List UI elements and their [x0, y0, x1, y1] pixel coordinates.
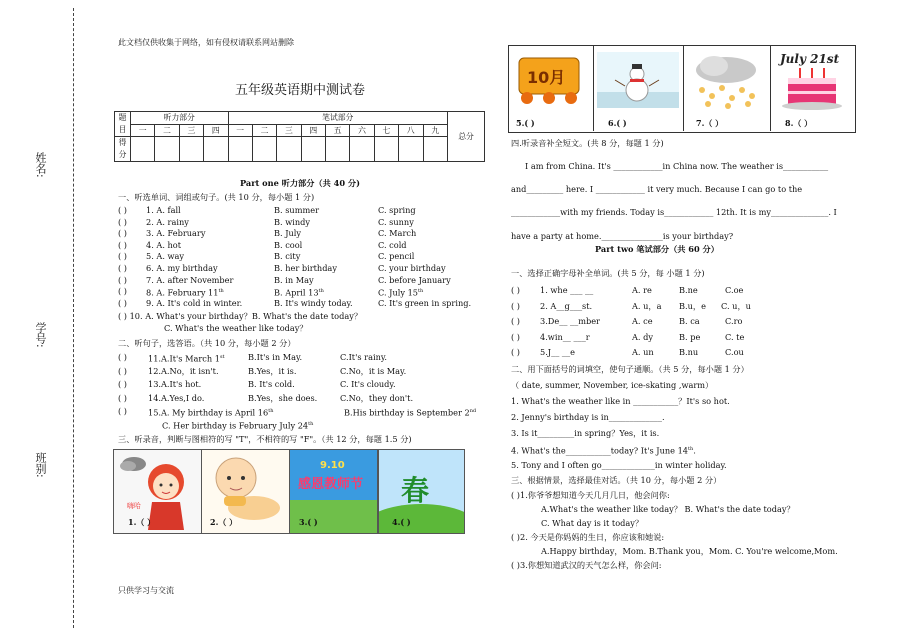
answer-bracket[interactable]: ( )	[118, 205, 127, 215]
answer-bracket[interactable]: ( )	[118, 406, 127, 416]
score-cell[interactable]	[228, 137, 252, 162]
written-header: 笔试部分	[228, 112, 448, 125]
name-label: 姓名:	[34, 152, 47, 178]
option-a: 5. A. way	[146, 251, 185, 262]
class-label: 班别:	[34, 452, 47, 478]
picture-6-answer[interactable]: 6.( )	[608, 118, 627, 128]
option-c: C. sunny	[378, 216, 414, 227]
col-w3: 三	[277, 124, 301, 137]
option-a: 7. A. after November	[146, 274, 234, 285]
answer-bracket[interactable]: ( )	[118, 392, 127, 403]
answer-bracket[interactable]: ( )	[118, 262, 127, 273]
picture-3-answer[interactable]: 3.( )	[299, 517, 318, 527]
cloud-illustration	[688, 52, 766, 110]
question-15-option-c	[162, 419, 313, 432]
option-b: B. in May	[274, 274, 314, 285]
col-w8: 八	[399, 124, 423, 137]
score-cell[interactable]	[423, 137, 448, 162]
p2-s3-q2-options: A.Happy birthday，Mom. B.Thank you，Mom. C. You're welcome,Mom.	[541, 546, 838, 556]
option-c: C.oe	[725, 285, 744, 295]
score-cell[interactable]	[252, 137, 276, 162]
picture-8-answer[interactable]: 8.（ ）	[785, 118, 813, 128]
section1-title: 一、听选单词、词组或句子。(共 10 分，每小题 1 分)	[118, 192, 315, 202]
p2-s3-question-2: ( )2. 今天是你妈妈的生日，你应该和她说:	[511, 532, 665, 542]
strip-divider	[593, 45, 594, 131]
option-b: B. windy	[274, 216, 310, 227]
option-a: 13.A.It's hot.	[148, 379, 202, 389]
option-text: C. Her birthday is February July 24	[162, 420, 309, 431]
option-c: C. March	[378, 228, 417, 239]
option-text: 11.A.It's March 1	[148, 353, 220, 364]
p2-s2-item-5: 5. Tony and I often go_____________in winter holiday.	[511, 460, 727, 470]
word-blank: 5.J__ __e	[540, 347, 575, 358]
answer-bracket[interactable]: ( )	[118, 228, 127, 239]
answer-bracket[interactable]: ( )	[118, 274, 127, 285]
option-c: C. It's cloudy.	[340, 379, 396, 389]
snowman-illustration	[597, 52, 679, 108]
col-w2: 二	[252, 124, 276, 137]
option-b: B. pe	[679, 331, 701, 342]
svg-text:嗨哈: 嗨哈	[127, 502, 141, 510]
picture-1-answer[interactable]: 1.（ ）	[128, 517, 156, 527]
picture-5-answer[interactable]: 5.( )	[516, 118, 535, 128]
col-w9: 九	[423, 124, 448, 137]
p2-section3-title: 三、根据情景，选择最佳对话。（共 10 分，每小题 2 分）	[511, 475, 722, 485]
option-b: B. summer	[274, 205, 319, 215]
col-w6: 六	[350, 124, 374, 137]
score-cell[interactable]	[131, 137, 155, 162]
answer-bracket[interactable]: ( )	[511, 316, 520, 327]
listening-header: 听力部分	[131, 112, 229, 125]
spring-character: 春	[401, 474, 430, 507]
option-b: B. city	[274, 251, 301, 262]
answer-bracket[interactable]: ( )	[118, 379, 127, 389]
option-text: B.His birthday is September 2	[344, 407, 470, 418]
option-c: C. It's green in spring.	[378, 297, 472, 308]
option-a: 9. A. It's cold in winter.	[146, 297, 243, 308]
cake-illustration	[774, 48, 852, 112]
answer-bracket[interactable]: ( )	[511, 285, 520, 295]
total-header: 总分	[448, 112, 485, 162]
option-c: C.It's rainy.	[340, 352, 387, 362]
answer-bracket[interactable]: ( )	[118, 239, 127, 250]
option-b: B. It's cold.	[248, 379, 295, 389]
option-c: C. cold	[378, 239, 407, 250]
option-a	[148, 406, 273, 419]
superscript: nd	[469, 408, 477, 414]
superscript: th	[268, 408, 274, 414]
option-c: C. u，u	[721, 300, 751, 311]
option-a: 6. A. my birthday	[146, 262, 218, 273]
option-c: C.No，it is May.	[340, 365, 407, 376]
option-c: C. te	[725, 331, 745, 342]
col-l4: 四	[204, 124, 228, 137]
picture-4-answer[interactable]: 4.( )	[392, 517, 411, 527]
passage-line-2: and_________ here. I ____________ it very much. Because I can go to the	[511, 184, 803, 194]
option-c: C. before January	[378, 274, 451, 285]
superscript: th	[318, 288, 324, 295]
score-table	[114, 111, 485, 162]
p2-s3-question-3: ( )3.你想知道武汉的天气怎么样，你会问:	[511, 560, 662, 570]
answer-bracket[interactable]: ( )	[118, 365, 127, 376]
score-cell[interactable]	[350, 137, 374, 162]
footer-note: 只供学习与交流	[118, 586, 174, 595]
option-text: 15.A. My birthday is April 16	[148, 407, 269, 418]
item-text: 4. What's the___________today? It's June 14	[511, 445, 689, 456]
answer-bracket[interactable]: ( )	[118, 251, 127, 262]
option-a: A. re	[632, 285, 652, 295]
col-l3: 三	[179, 124, 203, 137]
p2-s2-item-4	[511, 444, 696, 457]
option-b: B.Yes，it is.	[248, 365, 297, 376]
option-c: C. spring	[378, 205, 416, 215]
cake-date: July 21st	[780, 52, 840, 66]
part-two-heading: Part two 笔试部分（共 60 分）	[595, 244, 719, 254]
option-a: 14.A.Yes,I do.	[148, 392, 205, 403]
section3-title: 三、听录音，判断与图相符的写 "T"，不相符的写 "F"。（共 12 分，每题 1.5 分)	[118, 434, 412, 444]
option-b: B. ca	[679, 316, 700, 327]
option-c: C.No，they don't.	[340, 392, 414, 403]
option-c: C.ro	[725, 316, 743, 327]
picture-5-calendar	[513, 52, 589, 106]
option-b: B. cool	[274, 239, 303, 250]
picture-1-girl-weather	[113, 449, 202, 534]
score-cell[interactable]	[399, 137, 423, 162]
col-l2: 二	[155, 124, 179, 137]
superscript: th	[308, 421, 314, 427]
option-b: B. It's windy today.	[274, 297, 353, 308]
answer-bracket[interactable]: ( )	[118, 286, 127, 297]
option-a: 12.A.No，it isn't.	[148, 365, 219, 376]
passage-line-4: have a party at home._______________is your birthday?	[511, 231, 734, 241]
option-a: A. un	[632, 347, 654, 358]
option-text: 8. A. February 11	[146, 287, 219, 298]
answer-bracket[interactable]: ( )	[511, 347, 520, 358]
score-cell[interactable]	[326, 137, 350, 162]
col-w1: 一	[228, 124, 252, 137]
superscript: th	[688, 446, 694, 452]
answer-bracket[interactable]: ( )	[511, 331, 520, 342]
p2-section1-title: 一、选择正确字母补全单词。(共 5 分，每 小题 1 分)	[511, 268, 705, 278]
p2-s2-item-2: 2. Jenny's birthday is in_____________.	[511, 412, 665, 422]
option-b: B.nu	[679, 347, 699, 358]
superscript: st	[219, 354, 225, 360]
question-10: ( ) 10. A. What's your birthday？B. What's the date today？	[118, 311, 363, 321]
option-a	[148, 352, 225, 365]
poster-banner: 感恩教师节	[298, 477, 364, 492]
answer-bracket[interactable]: ( )	[511, 300, 520, 311]
p2-s3-q1-option-c: C. What day is it today？	[541, 518, 644, 528]
option-a: A. u，a	[632, 300, 662, 311]
passage-line-1: I am from China. It's ____________in China now. The weather is___________	[525, 161, 829, 171]
option-a: 2. A. rainy	[146, 216, 189, 227]
picture-6-snowman	[597, 52, 679, 108]
option-b: B.ne	[679, 285, 698, 295]
p2-s2-item-3: 3. Is it_________in spring？Yes，it is.	[511, 428, 660, 438]
word-blank: 2. A__g___st.	[540, 300, 593, 311]
header-note: 此文档仅供收集于网络，如有侵权请联系网站删除	[118, 38, 294, 47]
strip-divider	[770, 45, 771, 131]
p2-section2-words: （ date, summer, November, ice-skating ,warm）	[511, 380, 714, 390]
option-text: B. April 13	[274, 287, 319, 298]
answer-bracket[interactable]: ( )	[118, 297, 127, 308]
option-a: 3. A. February	[146, 228, 206, 239]
superscript: th	[418, 288, 424, 295]
score-cell[interactable]	[179, 137, 203, 162]
p2-s3-question-1: ( )1.你爷爷想知道今天几月几日，他会问你:	[511, 490, 670, 500]
word-blank: 1. whe ___ __	[540, 285, 594, 295]
option-a: 1. A. fall	[146, 205, 181, 215]
superscript: th	[218, 288, 224, 295]
section2-title: 二、听句子，选答语。（共 10 分，每小题 2 分）	[118, 338, 296, 348]
col-l1: 一	[131, 124, 155, 137]
picture-7-cloud	[688, 52, 766, 110]
option-a: A. ce	[632, 316, 653, 327]
binding-line	[73, 8, 74, 628]
page-title: 五年级英语期中测试卷	[235, 83, 366, 98]
score-cell[interactable]	[204, 137, 228, 162]
option-c: C. pencil	[378, 251, 415, 262]
option-text: C. July 15	[378, 287, 418, 298]
col-w7: 七	[374, 124, 398, 137]
word-blank: 3.De__ __mber	[540, 316, 600, 327]
score-cell[interactable]	[155, 137, 179, 162]
item-end: .	[693, 445, 696, 456]
picture-7-answer[interactable]: 7.（ ）	[696, 118, 724, 128]
score-cell[interactable]	[277, 137, 301, 162]
p2-section2-title: 二、用下面括号的词填空，使句子通顺。（共 5 分，每小题 1 分）	[511, 364, 749, 374]
option-b: B.u，e	[679, 300, 706, 311]
option-b: B. her birthday	[274, 262, 337, 273]
option-c: C.ou	[725, 347, 744, 358]
picture-2-answer[interactable]: 2.（ ）	[210, 517, 238, 527]
answer-bracket[interactable]: ( )	[118, 352, 127, 362]
strip-divider	[683, 45, 684, 131]
student-number-label: 学号:	[34, 322, 47, 348]
calendar-month: 10月	[527, 68, 566, 87]
passage-line-3: ____________with my friends. Today is____________ 12th. It is my______________. I	[511, 207, 837, 217]
option-c: C. your birthday	[378, 262, 446, 273]
option-b: B.Yes，she does.	[248, 392, 318, 403]
option-a: A. dy	[632, 331, 653, 342]
score-row-label: 题目	[115, 112, 131, 137]
option-a: 4. A. hot	[146, 239, 182, 250]
question-10-option-c: C. What's the weather like today？	[164, 323, 308, 333]
part-one-heading: Part one 听力部分（共 40 分)	[240, 178, 360, 188]
col-w5: 五	[326, 124, 350, 137]
section4-title: 四.听录音补全短文。(共 8 分，每题 1 分)	[511, 138, 664, 148]
option-b: B.It's in May.	[248, 352, 303, 362]
answer-bracket[interactable]: ( )	[118, 216, 127, 227]
p2-s3-q1-options-ab: A.What's the weather like today？ B. What's the date today？	[541, 504, 795, 514]
p2-s2-item-1: 1. What's the weather like in ___________？It's so hot.	[511, 396, 730, 406]
poster-date: 9.10	[320, 460, 345, 471]
col-w4: 四	[301, 124, 325, 137]
picture-8-birthday-cake	[774, 48, 852, 112]
score-cell[interactable]	[301, 137, 325, 162]
score-cell[interactable]	[374, 137, 398, 162]
calendar-illustration	[513, 52, 589, 106]
option-b: B. July	[274, 228, 302, 239]
score-label: 得分	[115, 137, 131, 162]
word-blank: 4.win__ ___r	[540, 331, 590, 342]
option-b	[344, 406, 476, 419]
